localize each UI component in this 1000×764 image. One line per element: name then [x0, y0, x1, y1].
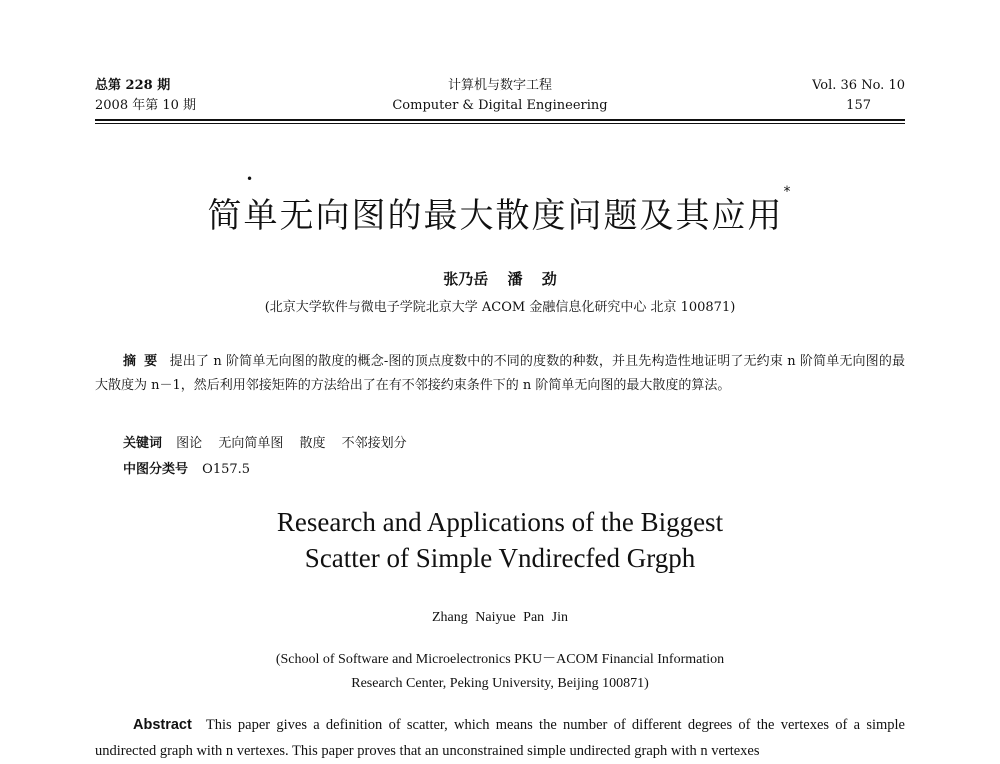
- keyword-item: 图论: [176, 436, 203, 451]
- total-issue: 总第 228 期: [95, 78, 171, 93]
- journal-name-cn: 计算机与数字工程: [447, 78, 552, 93]
- journal-name-en: Computer & Digital Engineering: [392, 98, 608, 113]
- journal-name: [95, 76, 905, 116]
- abstract-chinese: [95, 350, 905, 398]
- affiliation-english-line: Research Center, Peking University, Beijing 100871): [351, 676, 649, 691]
- keyword-item: 不邻接划分: [341, 436, 407, 451]
- running-header: [95, 76, 905, 118]
- authors-chinese: 张乃岳 潘 劲: [443, 270, 557, 288]
- year-issue: 2008 年第 10 期: [95, 98, 197, 113]
- abstract-english: [95, 712, 905, 764]
- keyword-item: 无向简单图: [218, 436, 284, 451]
- header-rule-thin: [95, 123, 905, 124]
- classification: [123, 458, 250, 477]
- title-english-line: Research and Applications of the Biggest: [276, 507, 724, 537]
- title-chinese-text: 简单无向图的最大散度问题及其应用: [207, 196, 784, 236]
- classification-value: O157.5: [202, 462, 251, 477]
- abstract-english-text: This paper gives a definition of scatter, which means the number of different degrees of the vertexes of a simple undirected graph with n vertexes. This paper proves that an unconstrained simple undirected graph with n vertexes: [95, 717, 905, 759]
- abstract-chinese-text: 提出了 n 阶简单无向图的散度的概念-图的顶点度数中的不同的度数的种数，并且先构造性地证明了无约束 n 阶简单无向图的最大散度为 n－1，然后利用邻接矩阵的方法给出了在有不邻接约束条件下的 n 阶简单无向图的最大散度的算法。: [95, 354, 905, 393]
- affiliation-english-line: (School of Software and Microelectronics PKU－ACOM Financial Information: [275, 652, 725, 667]
- stray-mark: •: [246, 172, 254, 186]
- affiliation-chinese: (北京大学软件与微电子学院北京大学 ACOM 金融信息化研究中心 北京 100871): [264, 300, 736, 315]
- authors-english: Zhang Naiyue Pan Jin: [431, 610, 569, 625]
- header-rule-thick: [95, 119, 905, 121]
- title-chinese: [0, 184, 1000, 237]
- title-english-line: Scatter of Simple Vndirecfed Grgph: [304, 543, 696, 573]
- title-english: [0, 504, 1000, 576]
- abstract-chinese-label: 摘要: [123, 354, 166, 369]
- abstract-english-label: Abstract: [133, 717, 192, 733]
- classification-label: 中图分类号: [123, 462, 189, 477]
- keywords: [123, 432, 419, 451]
- keyword-item: 散度: [299, 436, 326, 451]
- volume-info: [812, 76, 905, 116]
- affiliation-english: [0, 648, 1000, 696]
- title-footnote-mark: *: [783, 184, 793, 200]
- page-number: 157: [846, 98, 871, 113]
- keywords-label: 关键词: [123, 436, 163, 451]
- volume-number: Vol. 36 No. 10: [812, 78, 905, 93]
